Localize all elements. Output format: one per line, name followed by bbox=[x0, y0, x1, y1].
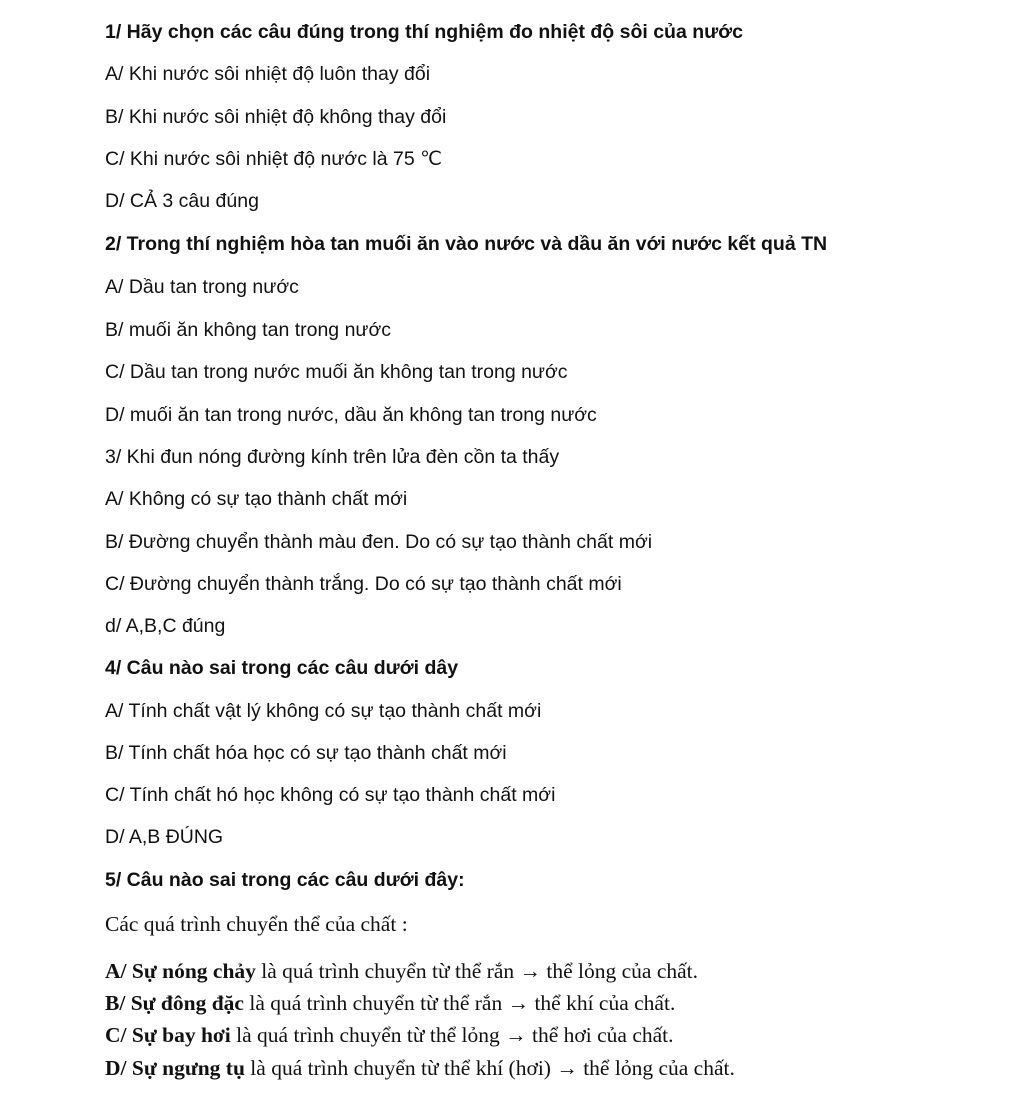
question-5-option-a-text: là quá trình chuyển từ thể rắn → thể lỏng của chất. bbox=[255, 959, 699, 983]
question-1-option-d: D/ CẢ 3 câu đúng bbox=[105, 190, 259, 212]
question-4-option-c: C/ Tính chất hó học không có sự tạo thành chất mới bbox=[105, 784, 556, 806]
question-1-option-b: B/ Khi nước sôi nhiệt độ không thay đổi bbox=[105, 106, 447, 128]
question-5-option-b-text: là quá trình chuyển từ thể rắn → thể khí của chất. bbox=[243, 991, 676, 1015]
question-2-option-d: D/ muối ăn tan trong nước, dầu ăn không tan trong nước bbox=[105, 404, 597, 426]
question-3-option-d: d/ A,B,C đúng bbox=[105, 615, 226, 637]
question-5-option-d-text: là quá trình chuyển từ thể khí (hơi) → thể lỏng của chất. bbox=[244, 1056, 735, 1080]
question-5-intro: Các quá trình chuyển thể của chất : bbox=[105, 912, 408, 936]
question-4-option-b: B/ Tính chất hóa học có sự tạo thành chất mới bbox=[105, 742, 507, 764]
question-3-option-c: C/ Đường chuyển thành trắng. Do có sự tạo thành chất mới bbox=[105, 573, 622, 595]
question-5-option-d bbox=[105, 1055, 735, 1081]
question-5-option-c-term: C/ Sự bay hơi bbox=[105, 1023, 231, 1047]
question-1-title: 1/ Hãy chọn các câu đúng trong thí nghiệm đo nhiệt độ sôi của nước bbox=[105, 21, 743, 43]
question-5-option-a-term: A/ Sự nóng chảy bbox=[105, 959, 256, 983]
question-5-option-c bbox=[105, 1022, 674, 1048]
question-5-option-a bbox=[105, 958, 698, 984]
question-5-option-d-term: D/ Sự ngưng tụ bbox=[105, 1056, 245, 1080]
question-2-option-a: A/ Dầu tan trong nước bbox=[105, 276, 299, 298]
question-5-title: 5/ Câu nào sai trong các câu dưới đây: bbox=[105, 869, 465, 891]
question-1-option-c: C/ Khi nước sôi nhiệt độ nước là 75 ℃ bbox=[105, 148, 442, 170]
question-3-title: 3/ Khi đun nóng đường kính trên lửa đèn cồn ta thấy bbox=[105, 446, 560, 468]
question-4-title: 4/ Câu nào sai trong các câu dưới dây bbox=[105, 657, 459, 679]
question-2-title: 2/ Trong thí nghiệm hòa tan muối ăn vào nước và dầu ăn với nước kết quả TN bbox=[105, 233, 828, 255]
question-5-option-b-term: B/ Sự đông đặc bbox=[105, 991, 244, 1015]
question-3-option-b: B/ Đường chuyển thành màu đen. Do có sự tạo thành chất mới bbox=[105, 531, 653, 553]
question-2-option-c: C/ Dầu tan trong nước muối ăn không tan trong nước bbox=[105, 361, 568, 383]
question-3-option-a: A/ Không có sự tạo thành chất mới bbox=[105, 488, 408, 510]
question-2-option-b: B/ muối ăn không tan trong nước bbox=[105, 319, 392, 341]
question-1-option-a: A/ Khi nước sôi nhiệt độ luôn thay đổi bbox=[105, 63, 431, 85]
question-4-option-a: A/ Tính chất vật lý không có sự tạo thành chất mới bbox=[105, 700, 542, 722]
question-4-option-d: D/ A,B ĐÚNG bbox=[105, 826, 224, 848]
question-5-option-b bbox=[105, 990, 675, 1016]
question-5-option-c-text: là quá trình chuyển từ thể lỏng → thể hơi của chất. bbox=[230, 1023, 674, 1047]
